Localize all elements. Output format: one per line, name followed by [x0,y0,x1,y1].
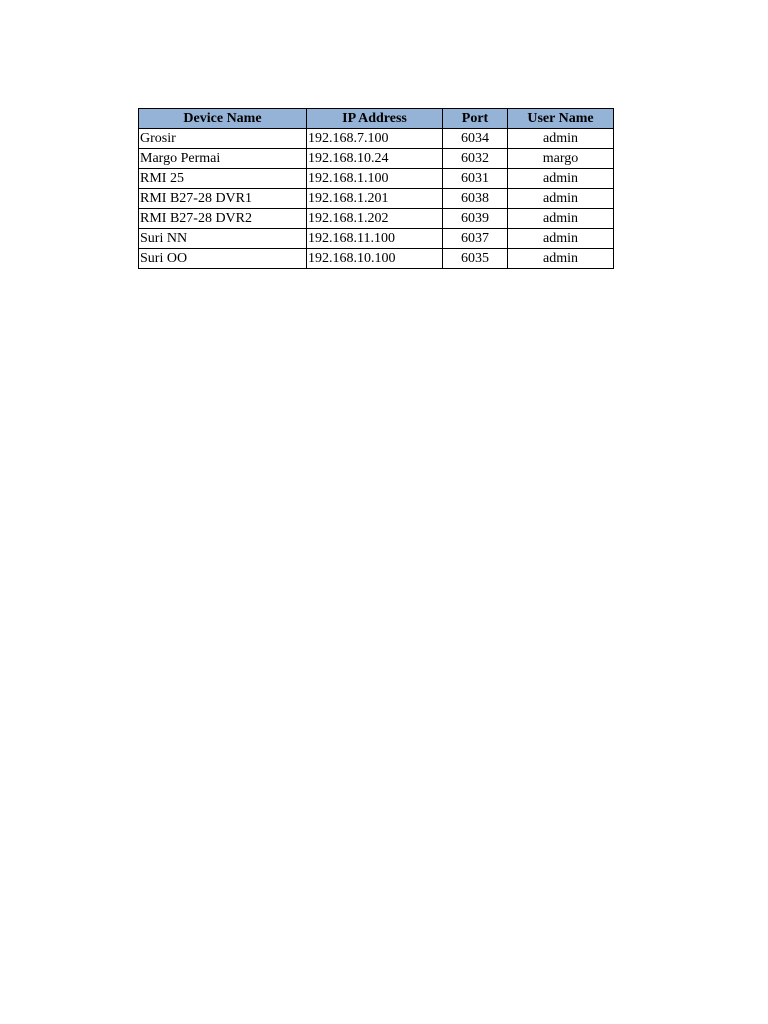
cell-port: 6039 [443,209,508,229]
header-user-name: User Name [508,109,614,129]
table-row [139,149,614,169]
cell-device-name: Margo Permai [139,149,307,169]
cell-ip-address: 192.168.1.202 [307,209,443,229]
table-row [139,169,614,189]
cell-user-name: admin [508,209,614,229]
cell-ip-address: 192.168.1.100 [307,169,443,189]
cell-ip-address: 192.168.11.100 [307,229,443,249]
device-table-container [138,108,614,269]
cell-device-name: RMI B27-28 DVR1 [139,189,307,209]
cell-port: 6032 [443,149,508,169]
header-device-name: Device Name [139,109,307,129]
cell-user-name: admin [508,229,614,249]
device-table [138,108,614,269]
cell-port: 6037 [443,229,508,249]
cell-device-name: RMI B27-28 DVR2 [139,209,307,229]
header-ip-address: IP Address [307,109,443,129]
cell-ip-address: 192.168.10.100 [307,249,443,269]
cell-device-name: Suri OO [139,249,307,269]
cell-port: 6038 [443,189,508,209]
cell-ip-address: 192.168.1.201 [307,189,443,209]
cell-ip-address: 192.168.10.24 [307,149,443,169]
cell-port: 6034 [443,129,508,149]
table-row [139,189,614,209]
cell-device-name: Suri NN [139,229,307,249]
table-row [139,129,614,149]
cell-user-name: admin [508,169,614,189]
table-row [139,209,614,229]
cell-port: 6031 [443,169,508,189]
cell-user-name: admin [508,249,614,269]
header-port: Port [443,109,508,129]
cell-port: 6035 [443,249,508,269]
table-row [139,249,614,269]
cell-user-name: admin [508,189,614,209]
cell-ip-address: 192.168.7.100 [307,129,443,149]
cell-device-name: Grosir [139,129,307,149]
cell-device-name: RMI 25 [139,169,307,189]
table-header-row [139,109,614,129]
cell-user-name: admin [508,129,614,149]
cell-user-name: margo [508,149,614,169]
table-row [139,229,614,249]
